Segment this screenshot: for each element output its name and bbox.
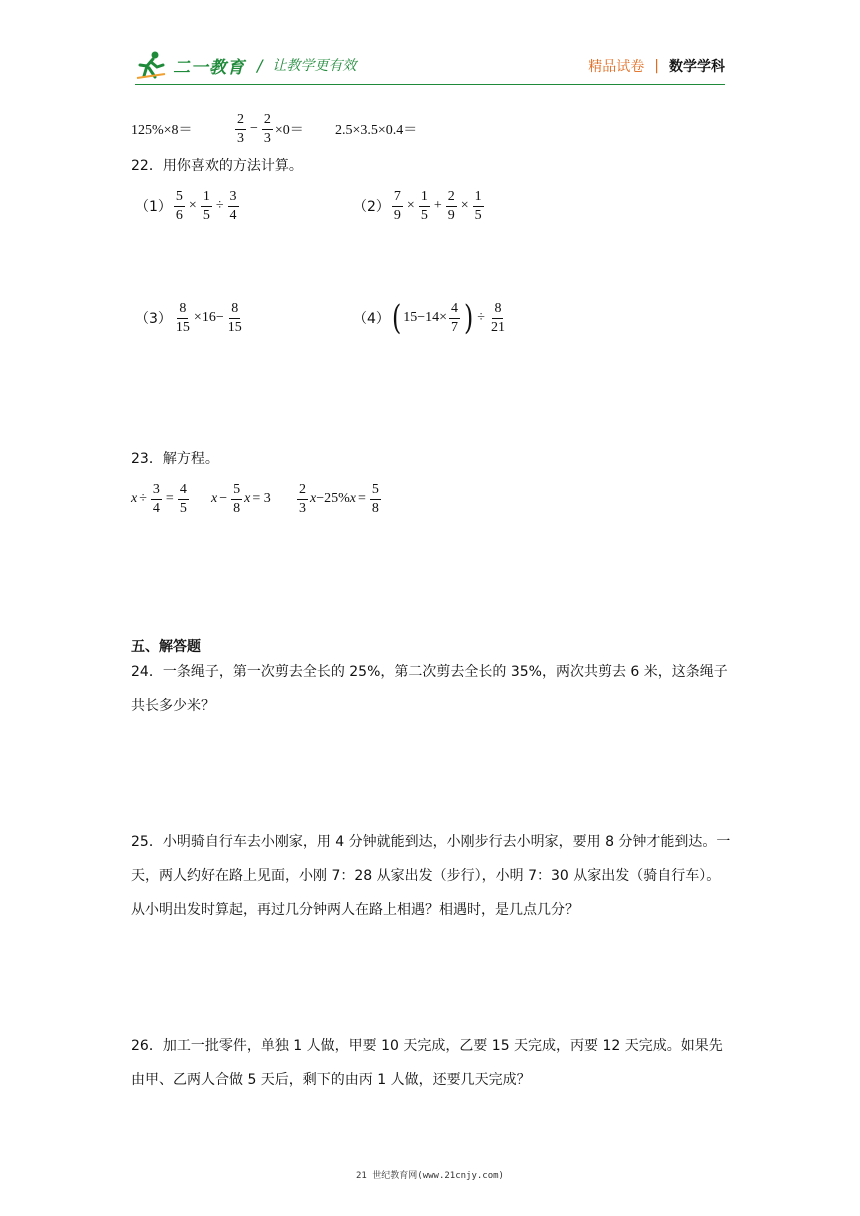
q23-title: 23．解方程。 bbox=[131, 451, 219, 467]
q21-row bbox=[131, 109, 193, 149]
q21-item1: 125%×8＝ bbox=[131, 123, 193, 138]
q23-eq1: x ÷ $\frac{3}{4}$ = $\frac{4}{5}$ bbox=[131, 481, 187, 516]
q22-part2: （2） $\frac{7}{9}$ × $\frac{1}{5}$ + $\frac{2}{9}$ × $\frac{1}{5}$ bbox=[353, 188, 482, 223]
fraction: $\frac{2}{3}$ bbox=[263, 111, 271, 146]
q21-item2: $\frac{2}{3}$ − $\frac{2}{3}$ ×0＝ bbox=[237, 111, 304, 146]
fraction: $\frac{2}{3}$ bbox=[237, 111, 244, 146]
header-divider: / bbox=[257, 55, 263, 75]
q23-eq2: x − $\frac{5}{8}$ x = 3 bbox=[211, 481, 271, 516]
q26-text: 26．加工一批零件，单独 1 人做，甲要 10 天完成，乙要 15 天完成，丙要 12 天完成。如果先由甲、乙两人合做 5 天后，剩下的由丙 1 人做，还要几天完成？ bbox=[131, 1038, 723, 1088]
q25-text: 25．小明骑自行车去小刚家，用 4 分钟就能到达，小刚步行去小明家，要用 8 分钟才能到达。一天，两人约好在路上见面，小刚 7：28 从家出发（步行），小明 7：30 从家出发（骑自行车）。从小明出发时算起，再过几分钟两人在路上相遇？相遇时，是几点几分？ bbox=[131, 834, 731, 918]
header-rule bbox=[135, 84, 725, 85]
section-title: 五、解答题 bbox=[131, 639, 201, 655]
q23-eq3: $\frac{2}{3}$ x −25% x = $\frac{5}{8}$ bbox=[299, 481, 379, 516]
header-logo bbox=[135, 48, 356, 82]
page-footer: 21 世纪教育网(www.21cnjy.com) bbox=[356, 1171, 504, 1181]
q22-part3: （3） $\frac{8}{15}$ ×16− $\frac{8}{15}$ bbox=[135, 300, 242, 335]
header-label: 精品试卷 bbox=[588, 59, 645, 75]
header-subject: 数学学科 bbox=[669, 59, 725, 75]
q22-part1: （1） $\frac{5}{6}$ × $\frac{1}{5}$ ÷ $\frac{3}{4}$ bbox=[135, 188, 237, 223]
runner-logo-icon bbox=[135, 50, 169, 80]
q21-item3: 2.5×3.5×0.4＝ bbox=[335, 123, 418, 138]
q22-title: 22．用你喜欢的方法计算。 bbox=[131, 158, 303, 174]
brand-name: 二一教育 bbox=[173, 57, 245, 78]
header-right bbox=[588, 56, 725, 76]
q24-text: 24．一条绳子，第一次剪去全长的 25%，第二次剪去全长的 35%，两次共剪去 6 米，这条绳子共长多少米？ bbox=[131, 664, 728, 714]
q22-part4: （4） ( 15−14× $\frac{4}{7}$ ) ÷ $\frac{8}{21}$ bbox=[353, 298, 505, 338]
header-separator: | bbox=[654, 58, 659, 74]
brand-slogan: 让教学更有效 bbox=[272, 58, 357, 74]
